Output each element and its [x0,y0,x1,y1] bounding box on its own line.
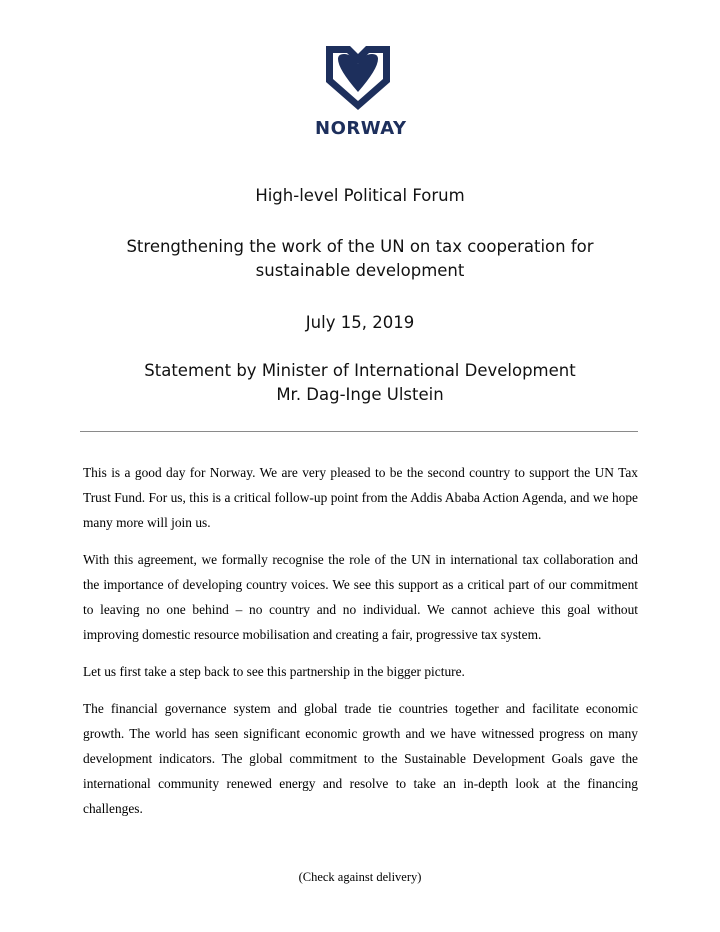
statement-by-line2: Mr. Dag-Inge Ulstein [276,385,444,404]
heart-shield-icon [322,42,394,114]
footer-note: (Check against delivery) [298,870,422,884]
paragraph: Let us first take a step back to see this partnership in the bigger picture. [83,664,465,679]
paragraph: With this agreement, we formally recognise the role of the UN in international tax collaboration and the importance of developing country voices. We see this support as a critical part of our commitment to leaving no one behind – no country and no individual. We cannot achieve this goal without improving domestic resource mobilisation and creating a fair, progressive tax system. [83,552,638,642]
statement-date: July 15, 2019 [305,313,415,332]
divider [80,431,638,432]
topic-title-line2: sustainable development [255,261,465,280]
forum-title: High-level Political Forum [255,186,465,205]
topic-title-line1: Strengthening the work of the UN on tax cooperation for [126,237,594,256]
paragraph: The financial governance system and global trade tie countries together and facilitate economic growth. The world has seen significant economic growth and we have witnessed progress on many development indicators. The global commitment to the Sustainable Development Goals gave the international community renewed energy and resolve to take an in-depth look at the financing challenges. [83,701,638,816]
statement-by-line1: Statement by Minister of International Development [144,361,576,380]
paragraph: This is a good day for Norway. We are very pleased to be the second country to support the UN Tax Trust Fund. For us, this is a critical follow-up point from the Addis Ababa Action Agenda, and we hope many more will join us. [83,465,638,530]
speech-body [83,460,638,833]
norway-logo [315,42,407,139]
logo-text: NORWAY [315,118,407,139]
